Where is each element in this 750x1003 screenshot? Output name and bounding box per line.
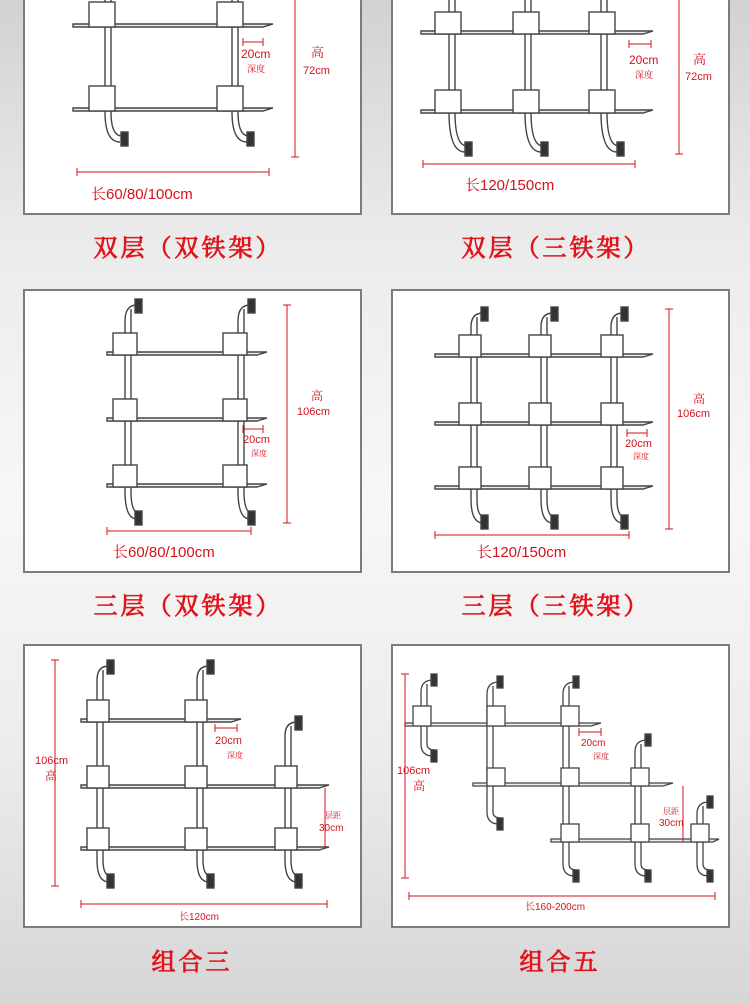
width-label: 长160-200cm: [525, 902, 586, 913]
height-label: 高: [311, 389, 324, 403]
spacing-label: 层距: [325, 811, 341, 820]
depth-label: 深度: [251, 449, 267, 458]
caption-combo-three: 组合三: [151, 948, 233, 976]
height-label: 高: [693, 392, 706, 406]
depth-label: 深度: [593, 752, 609, 761]
width-label: 长120/150cm: [465, 177, 555, 194]
width-label: 长60/80/100cm: [113, 544, 215, 561]
height-label: 高: [311, 45, 325, 60]
panel-double-three-frame: [391, 0, 730, 215]
width-label: 长120/150cm: [477, 544, 567, 561]
width-label: 长60/80/100cm: [91, 186, 193, 203]
height-value: 72cm: [303, 65, 330, 77]
panel-combo-five: [391, 644, 730, 928]
depth-value: 20cm: [625, 438, 652, 450]
caption-combo-five: 组合五: [519, 948, 601, 976]
caption-double-two-frame: 双层（双铁架）: [93, 234, 283, 262]
panel-triple-two-frame: [23, 289, 362, 573]
depth-value: 20cm: [243, 434, 270, 446]
shelf-diagram: [25, 0, 362, 215]
height-value: 106cm: [397, 765, 431, 777]
height-value: 106cm: [677, 408, 711, 420]
depth-value: 20cm: [581, 738, 606, 749]
height-value: 106cm: [35, 755, 69, 767]
height-value: 106cm: [297, 406, 331, 418]
shelf-diagram: [25, 646, 362, 928]
width-label: 长120cm: [179, 912, 220, 923]
depth-label: 深度: [247, 64, 266, 74]
caption-triple-two-frame: 三层（双铁架）: [93, 592, 283, 620]
height-label: 高: [413, 779, 426, 793]
shelf-diagram: [393, 646, 730, 928]
height-label: 高: [45, 769, 58, 783]
spacing-label: 层距: [663, 807, 679, 816]
depth-value: 20cm: [215, 735, 242, 747]
depth-value: 20cm: [241, 47, 271, 61]
depth-label: 深度: [227, 751, 243, 760]
shelf-diagram: [25, 291, 362, 573]
height-value: 72cm: [685, 71, 712, 83]
panel-triple-three-frame: [391, 289, 730, 573]
caption-double-three-frame: 双层（三铁架）: [461, 234, 651, 262]
panel-combo-three: [23, 644, 362, 928]
panel-double-two-frame: [23, 0, 362, 215]
depth-label: 深度: [635, 70, 654, 80]
spacing-value: 30cm: [659, 818, 684, 829]
shelf-diagram: [393, 291, 730, 573]
height-label: 高: [693, 52, 707, 67]
depth-value: 20cm: [629, 53, 659, 67]
depth-label: 深度: [633, 452, 649, 461]
caption-triple-three-frame: 三层（三铁架）: [461, 592, 651, 620]
spacing-value: 30cm: [319, 823, 344, 834]
shelf-diagram: [393, 0, 730, 215]
